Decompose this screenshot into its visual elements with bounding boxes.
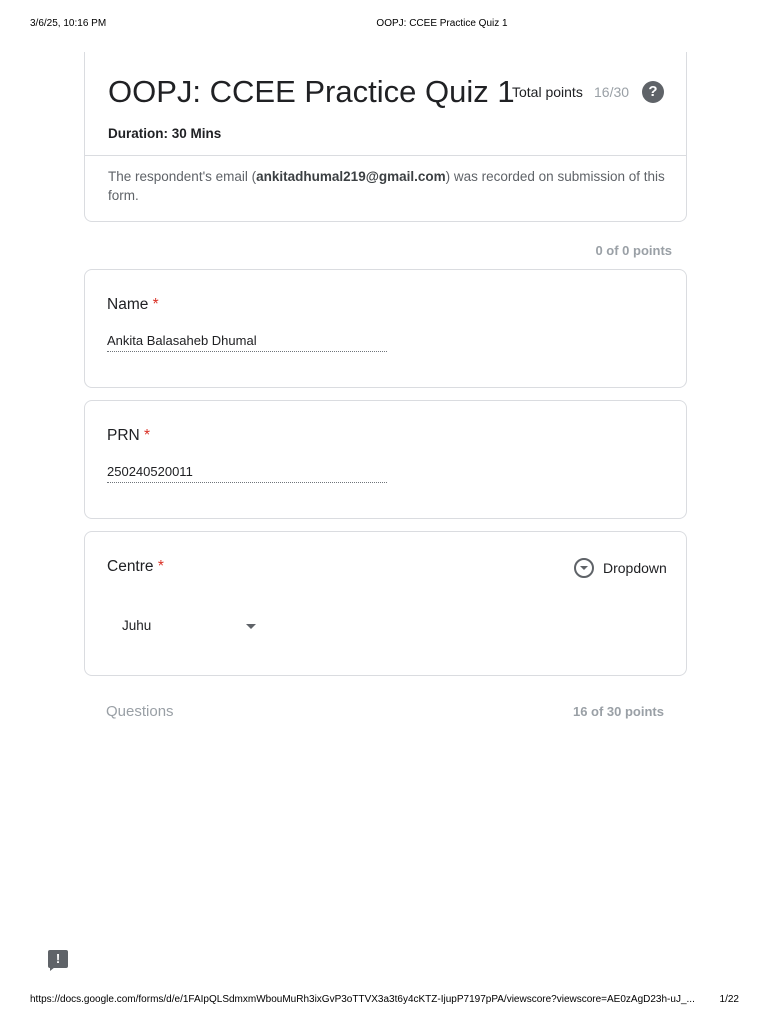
total-points-label: Total points [512,84,583,100]
print-url: https://docs.google.com/forms/d/e/1FAIpQLSdmxmWbouMuRh3ixGvP3oTTVX3a3t6y4cKTZ-IjupP7197pPA/viewscore?viewscore=AE0zAgD23h-uJ_... [30,994,695,1005]
total-points-value: 16/30 [594,84,630,100]
question-label: Centre * [107,558,164,575]
dropdown-circle-icon [574,558,594,578]
centre-selected-value: Juhu [122,618,152,633]
question-card-centre [84,531,687,676]
print-footer [0,994,768,1010]
name-answer: Ankita Balasaheb Dhumal [107,333,387,352]
form-description: Duration: 30 Mins [108,126,222,141]
question-card-prn [84,400,687,519]
question-type-label: Dropdown [603,560,667,576]
print-datetime: 3/6/25, 10:16 PM [30,18,107,29]
print-header [0,18,768,34]
questions-section-points: 16 of 30 points [572,704,664,719]
help-icon[interactable]: ? [642,81,664,103]
question-label: Name * [107,296,159,313]
form-header-card [84,52,687,222]
question-label: PRN * [107,427,151,444]
section-points: 0 of 0 points [595,243,672,258]
header-divider [85,155,686,156]
prn-answer: 250240520011 [107,464,387,483]
form-title: OOPJ: CCEE Practice Quiz 1 [108,74,515,109]
questions-section-label: Questions [106,703,174,720]
required-asterisk: * [144,427,151,444]
required-asterisk: * [157,558,164,575]
chevron-down-icon [246,624,256,629]
report-feedback-icon[interactable]: ! [48,950,68,968]
required-asterisk: * [152,296,159,313]
email-recorded-note: The respondent's email (ankitadhumal219@gmail.com) was recorded on submission of this form. [108,169,665,203]
question-card-name [84,269,687,388]
print-doc-title: OOPJ: CCEE Practice Quiz 1 [376,18,508,29]
print-page-number: 1/22 [719,994,739,1005]
respondent-email: ankitadhumal219@gmail.com [256,169,446,184]
centre-select[interactable] [122,618,262,638]
